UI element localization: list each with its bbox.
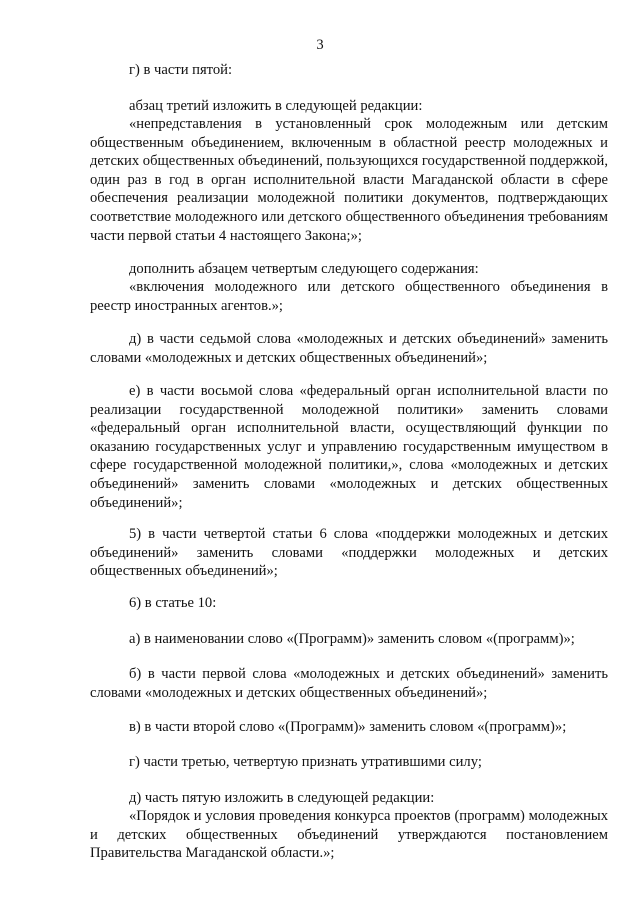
paragraph-item-v-part-two: в) в части второй слово «(Программ)» заменить словом «(программ)»;: [129, 719, 567, 735]
paragraph-item-d-part-seven: д) в части седьмой слова «молодежных и детских объединений» заменить словами «молодежных и детских общественных объединений»;: [90, 331, 608, 366]
page-number: 3: [316, 37, 324, 53]
paragraph-add-abzac-four: дополнить абзацем четвертым следующего содержания:: [129, 261, 479, 277]
paragraph-item-5-article-6: 5) в части четвертой статьи 6 слова «поддержки молодежных и детских объединений» заменить словами «поддержки молодежных и детских общественных объединений»;: [90, 526, 608, 580]
paragraph-item-g-parts-invalid: г) части третью, четвертую признать утратившими силу;: [129, 754, 482, 770]
paragraph-abzac-three: абзац третий изложить в следующей редакции:: [129, 98, 423, 114]
paragraph-quote-vklyucheniya: «включения молодежного или детского общественного объединения в реестр иностранных агентов.»;: [90, 279, 608, 314]
paragraph-item-b-part-one: б) в части первой слова «молодежных и детских объединений» заменить словами «молодежных и детских общественных объединений»;: [90, 666, 608, 701]
paragraph-item-e-part-eight: е) в части восьмой слова «федеральный орган исполнительной власти по реализации государственной молодежной политики» заменить словами «федеральный орган исполнительной власти, осуществляющий функции по оказанию государственных услуг и управлению государственным имуществом в сфере государственной молодежной политики,», слова «молодежных и детских объединений» заменить словами «молодежных и детских общественных объединений»;: [90, 383, 608, 511]
paragraph-quote-poryadok: «Порядок и условия проведения конкурса проектов (программ) молодежных и детских общественных объединений утверждаются постановлением Правительства Магаданской области.»;: [90, 808, 608, 862]
paragraph-item-d-part-five: д) часть пятую изложить в следующей редакции:: [129, 790, 435, 806]
paragraph-item-6-article-10: 6) в статье 10:: [129, 595, 217, 611]
paragraph-item-a-title: а) в наименовании слово «(Программ)» заменить словом «(программ)»;: [129, 631, 575, 647]
paragraph-item-g-part-five: г) в части пятой:: [129, 62, 233, 78]
paragraph-quote-nepredstavleniya: «непредставления в установленный срок молодежным или детским общественным объединением, включенным в областной реестр молодежных и детских общественных объединений, пользующихся государственной поддержкой, один раз в год в орган исполнительной власти Магаданской области в сфере обеспечения реализации молодежной политики документов, подтверждающих соответствие молодежного или детского общественного объединения требованиям части первой статьи 4 настоящего Закона;»;: [90, 116, 608, 244]
